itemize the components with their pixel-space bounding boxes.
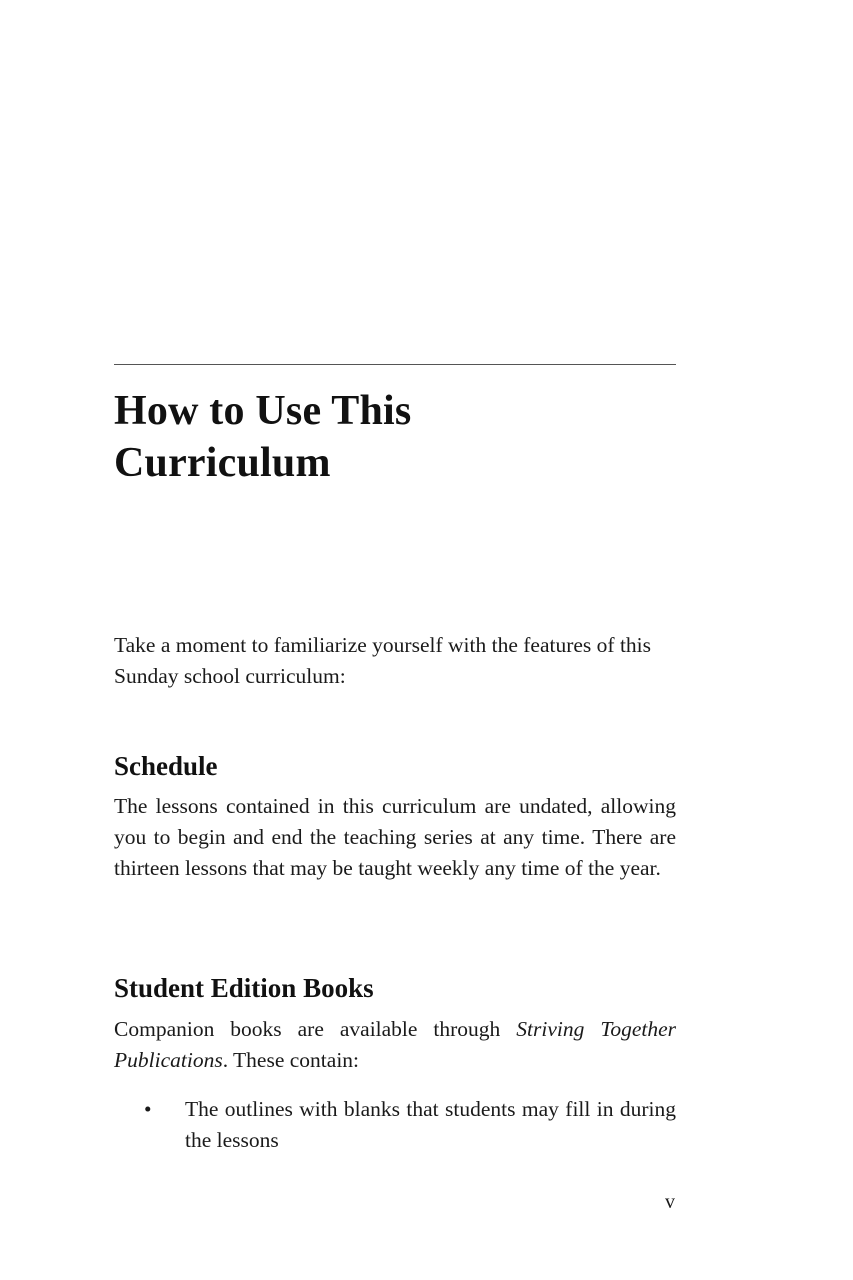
chapter-title — [114, 385, 674, 489]
schedule-paragraph: The lessons contained in this curriculum are undated, allowing you to begin and end the teaching series at any time. There are thirteen lessons that may be taught weekly any time of the year. — [114, 794, 676, 880]
publisher-name: Striving Together Publications — [114, 1017, 676, 1072]
student-edition-text-before: Companion books are available through — [114, 1017, 517, 1041]
student-edition-paragraph — [114, 1014, 676, 1076]
schedule-heading: Schedule — [114, 751, 218, 781]
intro-paragraph: Take a moment to familiarize yourself with the features of this Sunday school curriculum: — [114, 633, 652, 688]
chapter-divider-rule — [114, 364, 676, 365]
page-number: v — [665, 1191, 675, 1213]
chapter-title-line2: Curriculum — [114, 440, 331, 486]
bullet-marker: • — [144, 1097, 152, 1121]
list-item-text: The outlines with blanks that students may fill in during the lessons — [185, 1097, 676, 1152]
chapter-title-line1: How to Use This — [114, 388, 412, 434]
student-edition-heading: Student Edition Books — [114, 973, 374, 1003]
student-edition-contents-list — [114, 1094, 676, 1156]
list-item — [114, 1094, 676, 1156]
student-edition-text-after: . These contain: — [222, 1048, 360, 1072]
